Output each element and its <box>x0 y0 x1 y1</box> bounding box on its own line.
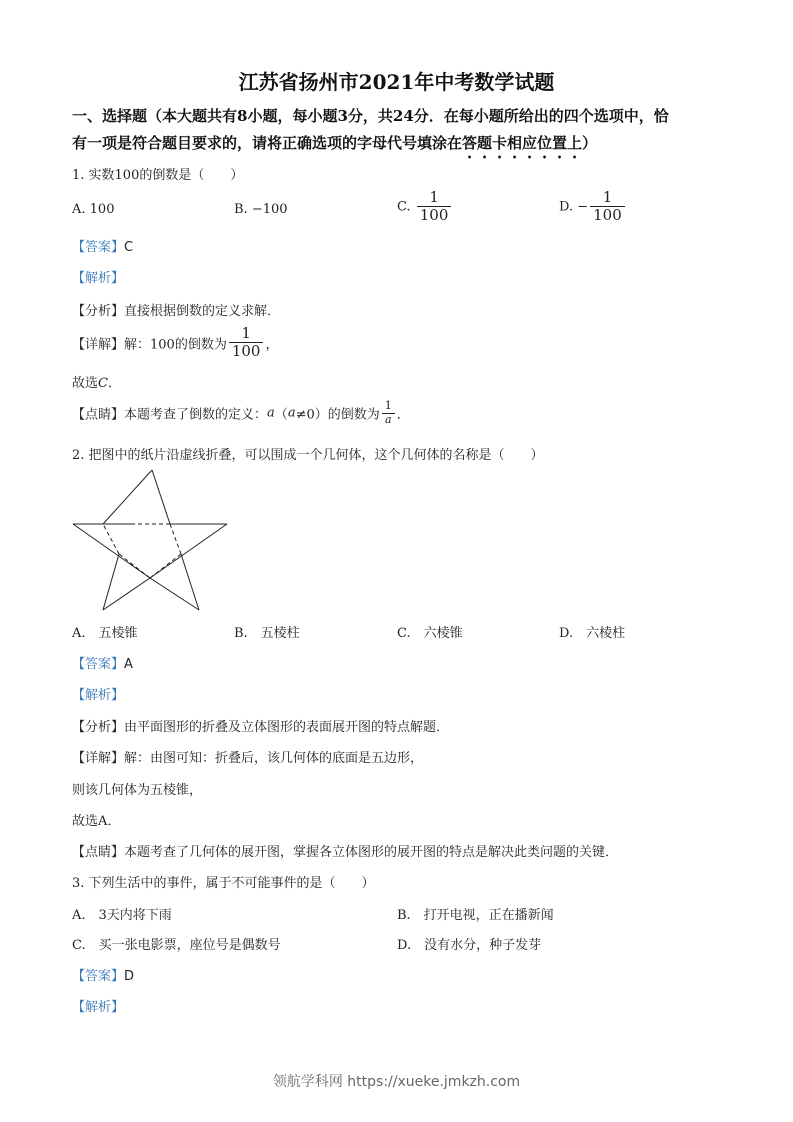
q2-fenxi <box>72 716 449 735</box>
paren-open: （ <box>274 407 288 423</box>
fraction-denominator: 100 <box>593 206 622 225</box>
q2-answer <box>72 653 133 672</box>
q2-option-c: C. 六棱锥 <box>397 626 463 641</box>
q1-dianjing-text: 本题考查了倒数的定义： <box>124 407 268 423</box>
q1-option-d-fraction <box>590 189 625 225</box>
q1-stem: 1. 实数100的倒数是（ ） <box>72 168 244 183</box>
q2-option-b: B. 五棱柱 <box>234 626 300 641</box>
q2-then: 则该几何体为五棱锥， <box>72 783 203 798</box>
fraction-numerator: 1 <box>417 189 452 207</box>
instruction-end: ） <box>582 134 598 152</box>
star-edge <box>152 470 170 524</box>
q3-answer <box>72 965 134 984</box>
q2-detail <box>72 747 423 766</box>
var-a: a <box>384 412 392 426</box>
analysis-tag: 【解析】 <box>72 271 125 286</box>
q1-choose-end: ． <box>107 376 121 391</box>
q1-option-a: A. 100 <box>72 202 115 217</box>
q2-detail-text: 解：由图可知：折叠后，该几何体的底面是五边形， <box>124 751 424 766</box>
fraction-numerator: 1 <box>382 400 395 414</box>
star-edge <box>150 524 227 578</box>
page-title: 江苏省扬州市2021年中考数学试题 <box>238 70 555 94</box>
answer-tag: 【答案】 <box>72 657 125 672</box>
q1-answer-value: C <box>124 240 134 255</box>
q1-choose-letter: C <box>98 376 108 391</box>
q3-stem: 3. 下列生活中的事件，属于不可能事件的是（ ） <box>72 876 375 891</box>
q1-option-c <box>397 189 453 225</box>
fold-line-dashed <box>103 524 119 554</box>
fraction-numerator: 1 <box>229 325 264 343</box>
q3-analysis-heading <box>72 996 124 1015</box>
analysis-tag: 【解析】 <box>72 1000 125 1015</box>
xiangjie-tag: 【详解】 <box>72 751 125 766</box>
xiangjie-tag: 【详解】 <box>72 337 125 353</box>
fraction-denominator: 100 <box>419 206 449 225</box>
q1-detail <box>72 325 279 361</box>
q1-answer <box>72 236 133 255</box>
q1-fenxi <box>72 300 280 319</box>
q1-dianjing-mid: ≠0）的倒数为 <box>295 407 380 423</box>
section-instruction-line1: 一、选择题（本大题共有8小题，每小题3分，共24分．在每小题所给出的四个选项中，恰 <box>72 107 669 125</box>
q1-dianjing-end: ． <box>396 407 410 423</box>
star-edge <box>73 524 150 578</box>
star-edge <box>103 578 150 610</box>
q1-option-b-value: −100 <box>251 202 288 217</box>
q1-option-b-label: B. <box>234 202 248 217</box>
answer-tag: 【答案】 <box>72 969 125 984</box>
q1-dianjing <box>72 400 410 426</box>
instruction-emphasis: 答题卡相应位置上 <box>462 134 583 152</box>
q2-dianjing-text: 本题考查了几何体的展开图，掌握各立体图形的展开图的特点是解决此类问题的关键． <box>124 845 619 860</box>
star-edge <box>150 578 199 610</box>
q1-analysis-heading <box>72 267 124 286</box>
q1-option-d <box>559 189 627 225</box>
var-a: a <box>267 405 275 421</box>
q3-option-a: A. 3天内将下雨 <box>72 908 172 923</box>
q1-option-d-sign: − <box>577 199 589 215</box>
fraction-denominator: 100 <box>231 342 261 361</box>
q2-stem: 2. 把图中的纸片沿虚线折叠，可以围成一个几何体，这个几何体的名称是（ ） <box>72 448 544 463</box>
q3-option-c: C. 买一张电影票，座位号是偶数号 <box>72 938 281 953</box>
star-net-figure <box>70 468 230 616</box>
q1-detail-text: 解：100的倒数为 <box>124 337 227 353</box>
answer-tag: 【答案】 <box>72 240 125 255</box>
q2-fenxi-text: 由平面图形的折叠及立体图形的表面展开图的特点解题． <box>124 720 450 735</box>
q2-analysis-heading <box>72 684 124 703</box>
q3-option-d: D. 没有水分，种子发芽 <box>397 938 542 953</box>
dianjing-tag: 【点睛】 <box>72 407 125 423</box>
var-a: a <box>287 405 296 421</box>
star-edge <box>103 470 152 524</box>
q1-detail-end: ， <box>265 337 279 353</box>
q2-choose: 故选A． <box>72 814 121 829</box>
q1-option-d-label: D. <box>559 199 574 215</box>
q1-choose-text: 故选 <box>72 376 99 391</box>
dianjing-tag: 【点睛】 <box>72 845 125 860</box>
q2-dianjing <box>72 841 618 860</box>
q1-dianjing-fraction <box>382 400 395 426</box>
fold-line-dashed <box>170 524 181 554</box>
analysis-tag: 【解析】 <box>72 688 125 703</box>
fraction-numerator: 1 <box>590 189 625 207</box>
q1-option-b <box>234 202 288 217</box>
q3-option-b: B. 打开电视，正在播新闻 <box>397 908 554 923</box>
star-edge <box>181 554 199 610</box>
footer-watermark: 领航学科网 https://xueke.jmkzh.com <box>272 1074 521 1090</box>
q3-answer-value: D <box>124 969 135 984</box>
q1-detail-fraction <box>229 325 264 361</box>
q1-option-c-label: C. <box>397 199 411 215</box>
instruction-text: 有一项是符合题目要求的，请将正确选项的字母代号填涂在 <box>72 134 463 152</box>
section-instruction-line2 <box>72 132 597 162</box>
star-edge <box>103 554 119 610</box>
q1-choose <box>72 372 121 391</box>
fraction-denominator <box>382 414 395 427</box>
fenxi-tag: 【分析】 <box>72 720 125 735</box>
q2-option-d: D. 六棱柱 <box>559 626 626 641</box>
q2-option-a: A. 五棱锥 <box>72 626 138 641</box>
fenxi-tag: 【分析】 <box>72 304 125 319</box>
q1-option-c-fraction <box>417 189 452 225</box>
q2-answer-value: A <box>124 657 133 672</box>
q1-fenxi-text: 直接根据倒数的定义求解． <box>124 304 281 319</box>
